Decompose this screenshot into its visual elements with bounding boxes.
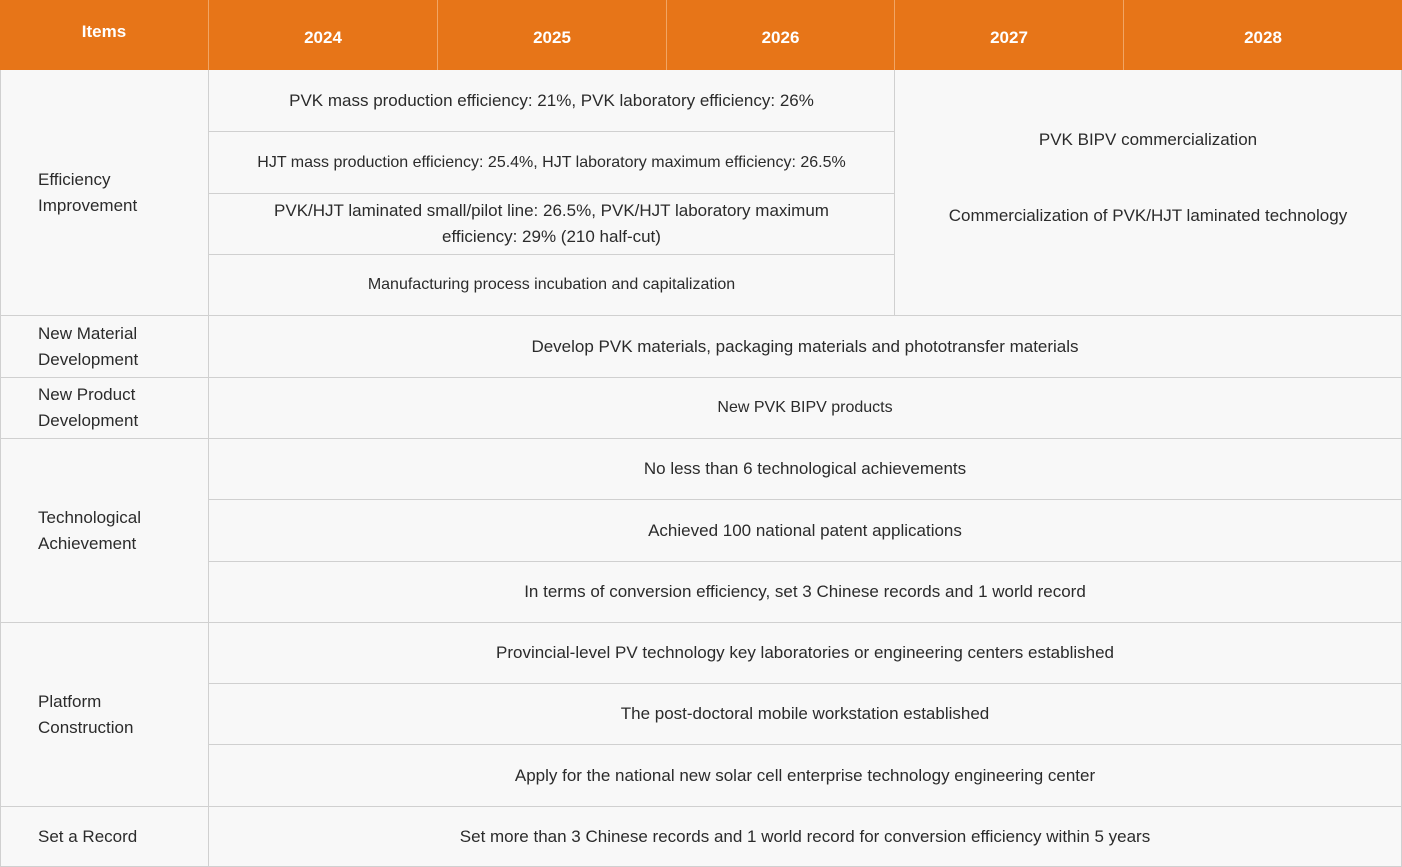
header-year-2028: 2028 bbox=[1124, 0, 1402, 70]
header-year-2024: 2024 bbox=[209, 0, 438, 70]
header-year-2027: 2027 bbox=[895, 0, 1124, 70]
row-label-material: New Material Development bbox=[0, 315, 209, 377]
row-label-platform: Platform Construction bbox=[0, 622, 209, 806]
efficiency-cell-laminated: PVK/HJT laminated small/pilot line: 26.5%, PVK/HJT laboratory maximum efficiency: 29% (210 half-cut) bbox=[209, 193, 895, 254]
header-year-2026: 2026 bbox=[667, 0, 895, 70]
product-cell: New PVK BIPV products bbox=[209, 377, 1402, 438]
achievement-cell-1: No less than 6 technological achievements bbox=[209, 438, 1402, 499]
material-cell: Develop PVK materials, packaging materials and phototransfer materials bbox=[209, 315, 1402, 377]
efficiency-later-bipv: PVK BIPV commercialization bbox=[1038, 129, 1258, 149]
efficiency-cell-pvk: PVK mass production efficiency: 21%, PVK laboratory efficiency: 26% bbox=[209, 70, 895, 131]
record-cell: Set more than 3 Chinese records and 1 world record for conversion efficiency within 5 years bbox=[209, 806, 1402, 867]
efficiency-cell-manufacturing: Manufacturing process incubation and capitalization bbox=[209, 254, 895, 315]
row-label-product: New Product Development bbox=[0, 377, 209, 438]
row-label-efficiency: Efficiency Improvement bbox=[0, 70, 209, 315]
efficiency-later-laminated: Commercialization of PVK/HJT laminated technology bbox=[948, 205, 1348, 225]
achievement-cell-2: Achieved 100 national patent applications bbox=[209, 499, 1402, 561]
achievement-cell-3: In terms of conversion efficiency, set 3 Chinese records and 1 world record bbox=[209, 561, 1402, 622]
efficiency-cell-hjt: HJT mass production efficiency: 25.4%, HJT laboratory maximum efficiency: 26.5% bbox=[209, 131, 895, 193]
platform-cell-1: Provincial-level PV technology key laboratories or engineering centers established bbox=[209, 622, 1402, 683]
row-label-achievement: Technological Achievement bbox=[0, 438, 209, 622]
header-items: Items bbox=[0, 0, 209, 70]
platform-cell-3: Apply for the national new solar cell enterprise technology engineering center bbox=[209, 744, 1402, 806]
platform-cell-2: The post-doctoral mobile workstation established bbox=[209, 683, 1402, 744]
row-label-record: Set a Record bbox=[0, 806, 209, 867]
header-year-2025: 2025 bbox=[438, 0, 667, 70]
efficiency-later-years bbox=[895, 70, 1402, 315]
